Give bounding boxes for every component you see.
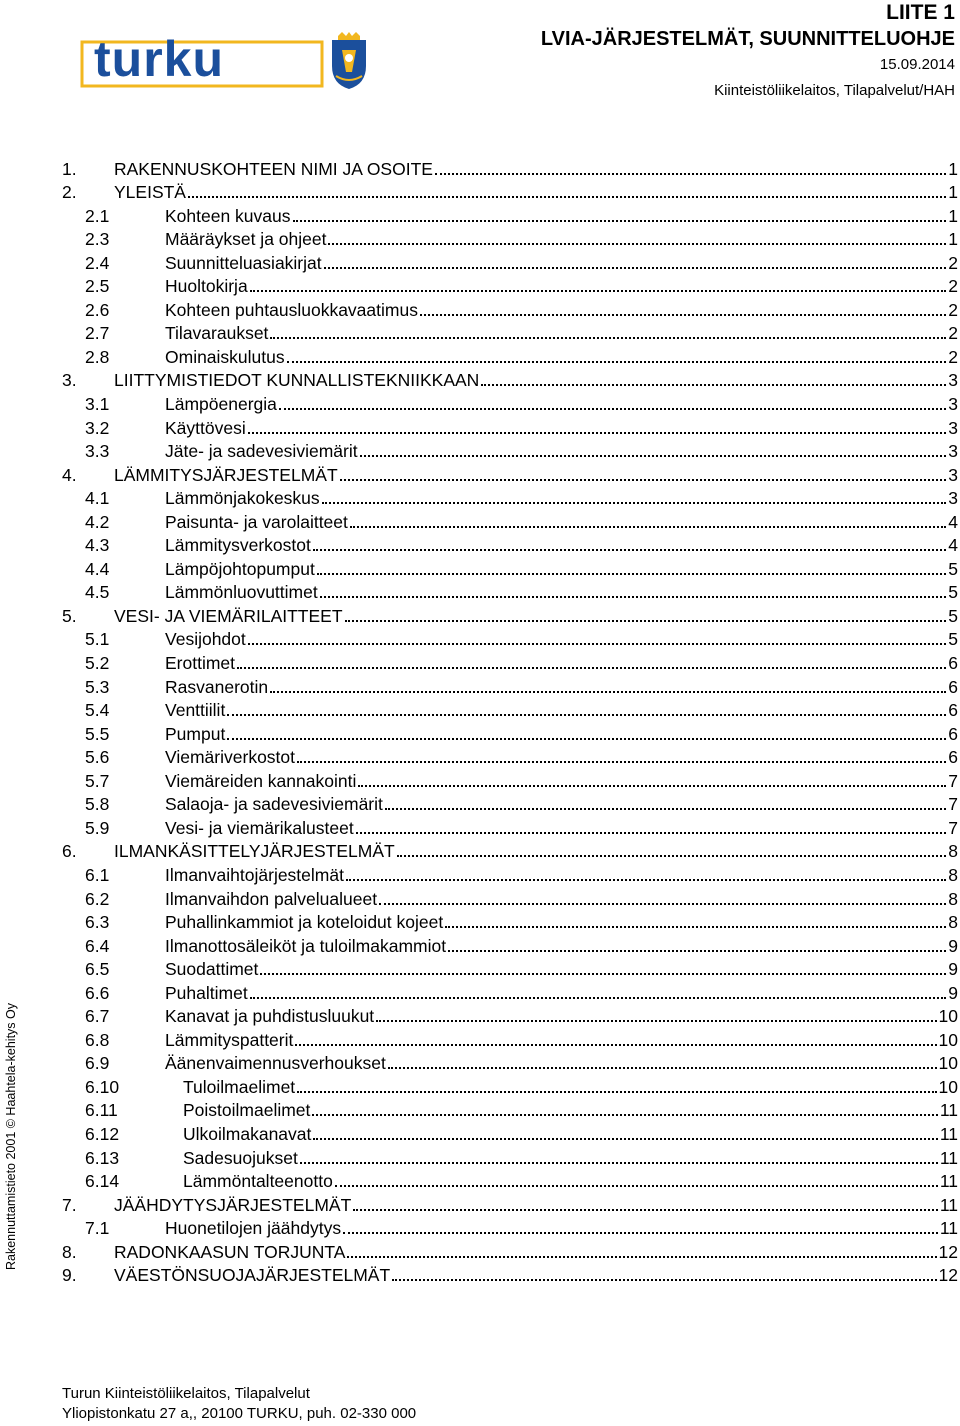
- toc-entry-page: 7: [948, 817, 958, 838]
- toc-entry-number: 5.1: [85, 629, 110, 650]
- toc-entry-page: 3: [948, 370, 958, 391]
- toc-entry-title: Kohteen kuvaus: [165, 205, 291, 226]
- toc-entry-number: 4.3: [85, 535, 110, 556]
- toc-entry[interactable]: [62, 1216, 958, 1240]
- toc-entry-title: ILMANKÄSITTELYJÄRJESTELMÄT: [114, 841, 395, 862]
- toc-entry[interactable]: [62, 603, 958, 627]
- toc-entry[interactable]: [62, 862, 958, 886]
- toc-dot-leader: [353, 1209, 938, 1211]
- page-footer: [62, 1384, 416, 1424]
- toc-entry-page: 8: [948, 912, 958, 933]
- toc-entry-title: Poistoilmaelimet: [183, 1100, 311, 1121]
- toc-entry-page: 11: [939, 1218, 958, 1239]
- toc-dot-leader: [397, 855, 947, 857]
- toc-entry-number: 6.5: [85, 959, 110, 980]
- toc-entry-page: 8: [948, 864, 958, 885]
- toc-dot-leader: [376, 1020, 936, 1022]
- toc-dot-leader: [445, 926, 946, 928]
- toc-dot-leader: [345, 620, 947, 622]
- footer-organization: Turun Kiinteistöliikelaitos, Tilapalvelut: [62, 1385, 310, 1402]
- toc-entry-title: Ominaiskulutus: [165, 346, 285, 367]
- toc-entry-title: Jäte- ja sadevesiviemärit: [165, 441, 358, 462]
- toc-entry[interactable]: [62, 486, 958, 510]
- toc-entry-number: 5.9: [85, 817, 110, 838]
- toc-dot-leader: [313, 1138, 937, 1140]
- toc-entry-number: 6.8: [85, 1029, 110, 1050]
- toc-entry-number: 4.5: [85, 582, 110, 603]
- toc-entry-title: Lämmitysverkostot: [165, 535, 311, 556]
- turku-logo: [80, 32, 368, 90]
- toc-entry-page: 1: [948, 229, 958, 250]
- toc-entry[interactable]: [62, 1051, 958, 1075]
- toc-entry[interactable]: [62, 321, 958, 345]
- toc-dot-leader: [360, 455, 947, 457]
- toc-entry-page: 11: [939, 1100, 958, 1121]
- toc-entry[interactable]: [62, 745, 958, 769]
- toc-dot-leader: [356, 832, 947, 834]
- toc-entry-number: 7.: [62, 1194, 77, 1215]
- toc-entry-page: 3: [948, 488, 958, 509]
- toc-entry-title: Viemäriverkostot: [165, 747, 296, 768]
- toc-dot-leader: [346, 879, 946, 881]
- toc-entry-page: 6: [948, 723, 958, 744]
- toc-dot-leader: [287, 361, 947, 363]
- toc-entry-number: 2.4: [85, 252, 110, 273]
- toc-entry-number: 4.: [62, 464, 77, 485]
- toc-entry-number: 3.: [62, 370, 77, 391]
- toc-entry-title: Rasvanerotin: [165, 676, 269, 697]
- toc-entry-page: 11: [939, 1171, 958, 1192]
- toc-entry-number: 7.1: [85, 1218, 110, 1239]
- toc-entry-title: LIITTYMISTIEDOT KUNNALLISTEKNIIKKAAN: [114, 370, 480, 391]
- toc-entry-number: 2.7: [85, 323, 110, 344]
- appendix-label: LIITE 1: [886, 1, 955, 24]
- toc-dot-leader: [448, 950, 946, 952]
- toc-entry[interactable]: [62, 1004, 958, 1028]
- toc-entry-title: VESI- JA VIEMÄRILAITTEET: [114, 605, 343, 626]
- toc-entry-page: 4: [948, 535, 958, 556]
- toc-entry-number: 8.: [62, 1241, 77, 1262]
- toc-dot-leader: [295, 1044, 936, 1046]
- toc-entry-page: 8: [948, 841, 958, 862]
- toc-entry-title: Venttiilit: [165, 700, 226, 721]
- toc-entry-number: 2.3: [85, 229, 110, 250]
- toc-entry[interactable]: [62, 768, 958, 792]
- toc-entry-number: 6.10: [85, 1076, 120, 1097]
- toc-entry-title: Ilmanvaihdon palvelualueet: [165, 888, 378, 909]
- toc-entry-page: 9: [948, 935, 958, 956]
- toc-entry-page: 3: [948, 464, 958, 485]
- toc-entry-page: 6: [948, 653, 958, 674]
- toc-entry[interactable]: [62, 815, 958, 839]
- toc-entry-number: 2.5: [85, 276, 110, 297]
- toc-entry-page: 12: [938, 1241, 958, 1262]
- toc-entry[interactable]: [62, 462, 958, 486]
- toc-entry[interactable]: [62, 1145, 958, 1169]
- toc-entry-title: Lämmönluovuttimet: [165, 582, 318, 603]
- toc-entry[interactable]: [62, 297, 958, 321]
- toc-entry-page: 10: [938, 1029, 958, 1050]
- toc-dot-leader: [248, 643, 947, 645]
- toc-entry-page: 7: [948, 794, 958, 815]
- toc-entry-page: 7: [948, 770, 958, 791]
- toc-entry-page: 2: [948, 299, 958, 320]
- toc-entry-title: Käyttövesi: [165, 417, 246, 438]
- toc-entry[interactable]: [62, 250, 958, 274]
- toc-entry-title: Sadesuojukset: [183, 1147, 298, 1168]
- toc-entry-page: 2: [948, 323, 958, 344]
- toc-entry-title: RAKENNUSKOHTEEN NIMI JA OSOITE: [114, 158, 433, 179]
- toc-entry-page: 11: [939, 1147, 958, 1168]
- document-date: 15.09.2014: [879, 56, 955, 73]
- toc-dot-leader: [227, 714, 946, 716]
- toc-entry-number: 4.1: [85, 488, 110, 509]
- toc-entry-number: 6.6: [85, 982, 110, 1003]
- toc-entry[interactable]: [62, 933, 958, 957]
- toc-entry-number: 6.7: [85, 1006, 110, 1027]
- toc-entry[interactable]: [62, 415, 958, 439]
- toc-entry-title: Suunnitteluasiakirjat: [165, 252, 322, 273]
- toc-entry-title: Pumput: [165, 723, 226, 744]
- toc-entry[interactable]: [62, 203, 958, 227]
- toc-entry-title: LÄMMITYSJÄRJESTELMÄT: [114, 464, 338, 485]
- toc-dot-leader: [237, 667, 946, 669]
- toc-dot-leader: [313, 549, 946, 551]
- toc-entry[interactable]: [62, 650, 958, 674]
- toc-entry-page: 10: [938, 1006, 958, 1027]
- toc-entry-number: 5.3: [85, 676, 110, 697]
- toc-entry[interactable]: [62, 368, 958, 392]
- toc-entry-number: 9.: [62, 1265, 77, 1286]
- toc-entry-title: Ulkoilmakanavat: [183, 1123, 312, 1144]
- toc-entry-number: 5.7: [85, 770, 110, 791]
- toc-entry-title: Määräykset ja ohjeet: [165, 229, 327, 250]
- toc-entry-number: 5.4: [85, 700, 110, 721]
- toc-entry-title: Tuloilmaelimet: [183, 1076, 296, 1097]
- toc-entry-title: Paisunta- ja varolaitteet: [165, 511, 348, 532]
- toc-entry-title: VÄESTÖNSUOJAJÄRJESTELMÄT: [114, 1265, 391, 1286]
- toc-entry[interactable]: [62, 1192, 958, 1216]
- toc-entry-number: 4.4: [85, 558, 110, 579]
- toc-entry[interactable]: [62, 509, 958, 533]
- toc-entry[interactable]: [62, 439, 958, 463]
- toc-dot-leader: [270, 691, 946, 693]
- toc-dot-leader: [435, 173, 946, 175]
- toc-dot-leader: [312, 1114, 937, 1116]
- footer-address: Yliopistonkatu 27 a,, 20100 TURKU, puh. 02-330 000: [62, 1405, 417, 1422]
- copyright-side-text: Rakennuttamistieto 2001 © Haahtela-kehitys Oy: [4, 1003, 18, 1270]
- toc-entry-number: 1.: [62, 158, 77, 179]
- toc-entry-page: 3: [948, 394, 958, 415]
- toc-entry-number: 2.6: [85, 299, 110, 320]
- toc-entry[interactable]: [62, 391, 958, 415]
- toc-entry-title: Kohteen puhtausluokkavaatimus: [165, 299, 418, 320]
- toc-dot-leader: [322, 502, 947, 504]
- toc-entry[interactable]: [62, 957, 958, 981]
- toc-dot-leader: [385, 808, 946, 810]
- toc-entry[interactable]: [62, 627, 958, 651]
- toc-entry[interactable]: [62, 344, 958, 368]
- toc-entry[interactable]: [62, 1098, 958, 1122]
- coat-of-arms-icon: [332, 32, 366, 89]
- toc-dot-leader: [320, 596, 947, 598]
- toc-entry-number: 3.1: [85, 394, 110, 415]
- toc-entry-number: 6.4: [85, 935, 110, 956]
- toc-entry-number: 2.1: [85, 205, 110, 226]
- toc-entry-title: Lämpöjohtopumput: [165, 558, 315, 579]
- toc-entry-page: 3: [948, 417, 958, 438]
- toc-entry-title: Vesijohdot: [165, 629, 246, 650]
- toc-entry[interactable]: [62, 227, 958, 251]
- toc-entry-page: 2: [948, 252, 958, 273]
- toc-entry[interactable]: [62, 721, 958, 745]
- toc-entry-title: Vesi- ja viemärikalusteet: [165, 817, 354, 838]
- toc-entry[interactable]: [62, 156, 958, 180]
- toc-entry-page: 5: [948, 629, 958, 650]
- toc-entry-number: 6.14: [85, 1171, 120, 1192]
- toc-entry-number: 5.5: [85, 723, 110, 744]
- toc-entry[interactable]: [62, 1239, 958, 1263]
- toc-entry-title: Salaoja- ja sadevesiviemärit: [165, 794, 383, 815]
- toc-dot-leader: [248, 432, 947, 434]
- toc-entry-title: Äänenvaimennusverhoukset: [165, 1053, 386, 1074]
- toc-dot-leader: [379, 903, 946, 905]
- toc-dot-leader: [481, 384, 946, 386]
- document-organization: Kiinteistöliikelaitos, Tilapalvelut/HAH: [714, 82, 955, 99]
- toc-entry-number: 5.: [62, 605, 77, 626]
- turku-logo-graphic: [80, 32, 368, 90]
- toc-entry-title: Lämmityspatterit: [165, 1029, 294, 1050]
- logo-wordmark: turku: [94, 32, 224, 87]
- toc-entry-page: 1: [948, 182, 958, 203]
- toc-entry-title: Huonetilojen jäähdytys: [165, 1218, 342, 1239]
- table-of-contents: [62, 156, 958, 1286]
- toc-entry-page: 9: [948, 959, 958, 980]
- toc-entry-page: 2: [948, 276, 958, 297]
- toc-entry-title: Lämmöntalteenotto: [183, 1171, 333, 1192]
- toc-entry[interactable]: [62, 533, 958, 557]
- toc-entry-number: 2.8: [85, 346, 110, 367]
- document-title: LVIA-JÄRJESTELMÄT, SUUNNITTELUOHJE: [540, 28, 955, 50]
- toc-entry-page: 6: [948, 747, 958, 768]
- toc-entry-number: 6.9: [85, 1053, 110, 1074]
- toc-entry-page: 6: [948, 700, 958, 721]
- toc-dot-leader: [270, 337, 946, 339]
- toc-entry[interactable]: [62, 839, 958, 863]
- toc-entry-page: 1: [948, 205, 958, 226]
- toc-entry-number: 6.11: [85, 1100, 118, 1121]
- toc-entry[interactable]: [62, 274, 958, 298]
- toc-entry-title: Ilmanvaihtojärjestelmät: [165, 864, 344, 885]
- toc-entry-title: Lämmönjakokeskus: [165, 488, 320, 509]
- toc-entry-page: 2: [948, 346, 958, 367]
- toc-entry-title: Lämpöenergia: [165, 394, 277, 415]
- toc-entry[interactable]: [62, 1263, 958, 1287]
- toc-entry[interactable]: [62, 980, 958, 1004]
- toc-entry-page: 8: [948, 888, 958, 909]
- toc-entry[interactable]: [62, 698, 958, 722]
- toc-entry-number: 3.3: [85, 441, 110, 462]
- toc-entry[interactable]: [62, 910, 958, 934]
- toc-entry-title: Kanavat ja puhdistusluukut: [165, 1006, 375, 1027]
- toc-entry-number: 6.12: [85, 1123, 120, 1144]
- toc-entry[interactable]: [62, 674, 958, 698]
- toc-entry-number: 6.2: [85, 888, 110, 909]
- toc-entry[interactable]: [62, 1169, 958, 1193]
- toc-dot-leader: [350, 526, 946, 528]
- toc-entry-number: 6.3: [85, 912, 110, 933]
- toc-dot-leader: [335, 1185, 938, 1187]
- toc-entry-page: 10: [938, 1076, 958, 1097]
- toc-dot-leader: [392, 1279, 936, 1281]
- toc-dot-leader: [227, 738, 946, 740]
- toc-entry-title: Viemäreiden kannakointi: [165, 770, 357, 791]
- toc-entry-number: 6.1: [85, 864, 110, 885]
- toc-entry-title: Puhallinkammiot ja koteloidut kojeet: [165, 912, 444, 933]
- toc-entry-number: 6.: [62, 841, 77, 862]
- toc-dot-leader: [250, 290, 947, 292]
- toc-entry-page: 1: [948, 158, 958, 179]
- toc-entry[interactable]: [62, 580, 958, 604]
- toc-entry-page: 10: [938, 1053, 958, 1074]
- toc-entry-title: JÄÄHDYTYSJÄRJESTELMÄT: [114, 1194, 352, 1215]
- toc-entry-page: 4: [948, 511, 958, 532]
- toc-entry-title: Suodattimet: [165, 959, 259, 980]
- toc-dot-leader: [388, 1067, 937, 1069]
- toc-dot-leader: [300, 1162, 938, 1164]
- toc-entry-title: RADONKAASUN TORJUNTA: [114, 1241, 346, 1262]
- toc-dot-leader: [340, 479, 947, 481]
- toc-entry-title: Erottimet: [165, 653, 236, 674]
- toc-dot-leader: [324, 267, 947, 269]
- toc-entry[interactable]: [62, 1027, 958, 1051]
- toc-entry-number: 4.2: [85, 511, 110, 532]
- document-header: [541, 0, 955, 104]
- toc-entry-page: 5: [948, 558, 958, 579]
- toc-entry-number: 2.: [62, 182, 77, 203]
- toc-entry-page: 3: [948, 441, 958, 462]
- toc-entry-title: YLEISTÄ: [114, 182, 186, 203]
- toc-entry-page: 9: [948, 982, 958, 1003]
- toc-entry-title: Huoltokirja: [165, 276, 248, 297]
- toc-entry-number: 6.13: [85, 1147, 120, 1168]
- toc-entry-title: Tilavaraukset: [165, 323, 269, 344]
- toc-entry[interactable]: [62, 1121, 958, 1145]
- toc-entry-number: 5.2: [85, 653, 110, 674]
- toc-dot-leader: [293, 220, 947, 222]
- toc-dot-leader: [260, 973, 946, 975]
- toc-entry[interactable]: [62, 1074, 958, 1098]
- toc-dot-leader: [317, 573, 946, 575]
- toc-entry-title: Puhaltimet: [165, 982, 248, 1003]
- toc-entry[interactable]: [62, 886, 958, 910]
- toc-dot-leader: [420, 314, 946, 316]
- toc-entry[interactable]: [62, 556, 958, 580]
- toc-entry-page: 6: [948, 676, 958, 697]
- toc-entry-number: 3.2: [85, 417, 110, 438]
- toc-dot-leader: [297, 761, 946, 763]
- toc-dot-leader: [279, 408, 946, 410]
- toc-entry-page: 11: [939, 1194, 958, 1215]
- toc-entry-page: 12: [938, 1265, 958, 1286]
- toc-dot-leader: [297, 1091, 936, 1093]
- toc-entry-title: Ilmanottosäleiköt ja tuloilmakammiot: [165, 935, 447, 956]
- toc-entry[interactable]: [62, 792, 958, 816]
- toc-entry-number: 5.6: [85, 747, 110, 768]
- toc-entry[interactable]: [62, 180, 958, 204]
- toc-entry-page: 5: [948, 605, 958, 626]
- toc-dot-leader: [188, 196, 946, 198]
- toc-entry-number: 5.8: [85, 794, 110, 815]
- toc-dot-leader: [343, 1232, 938, 1234]
- toc-dot-leader: [358, 785, 946, 787]
- toc-dot-leader: [347, 1256, 936, 1258]
- toc-entry-page: 5: [948, 582, 958, 603]
- toc-dot-leader: [328, 243, 946, 245]
- toc-entry-page: 11: [939, 1123, 958, 1144]
- toc-dot-leader: [250, 997, 947, 999]
